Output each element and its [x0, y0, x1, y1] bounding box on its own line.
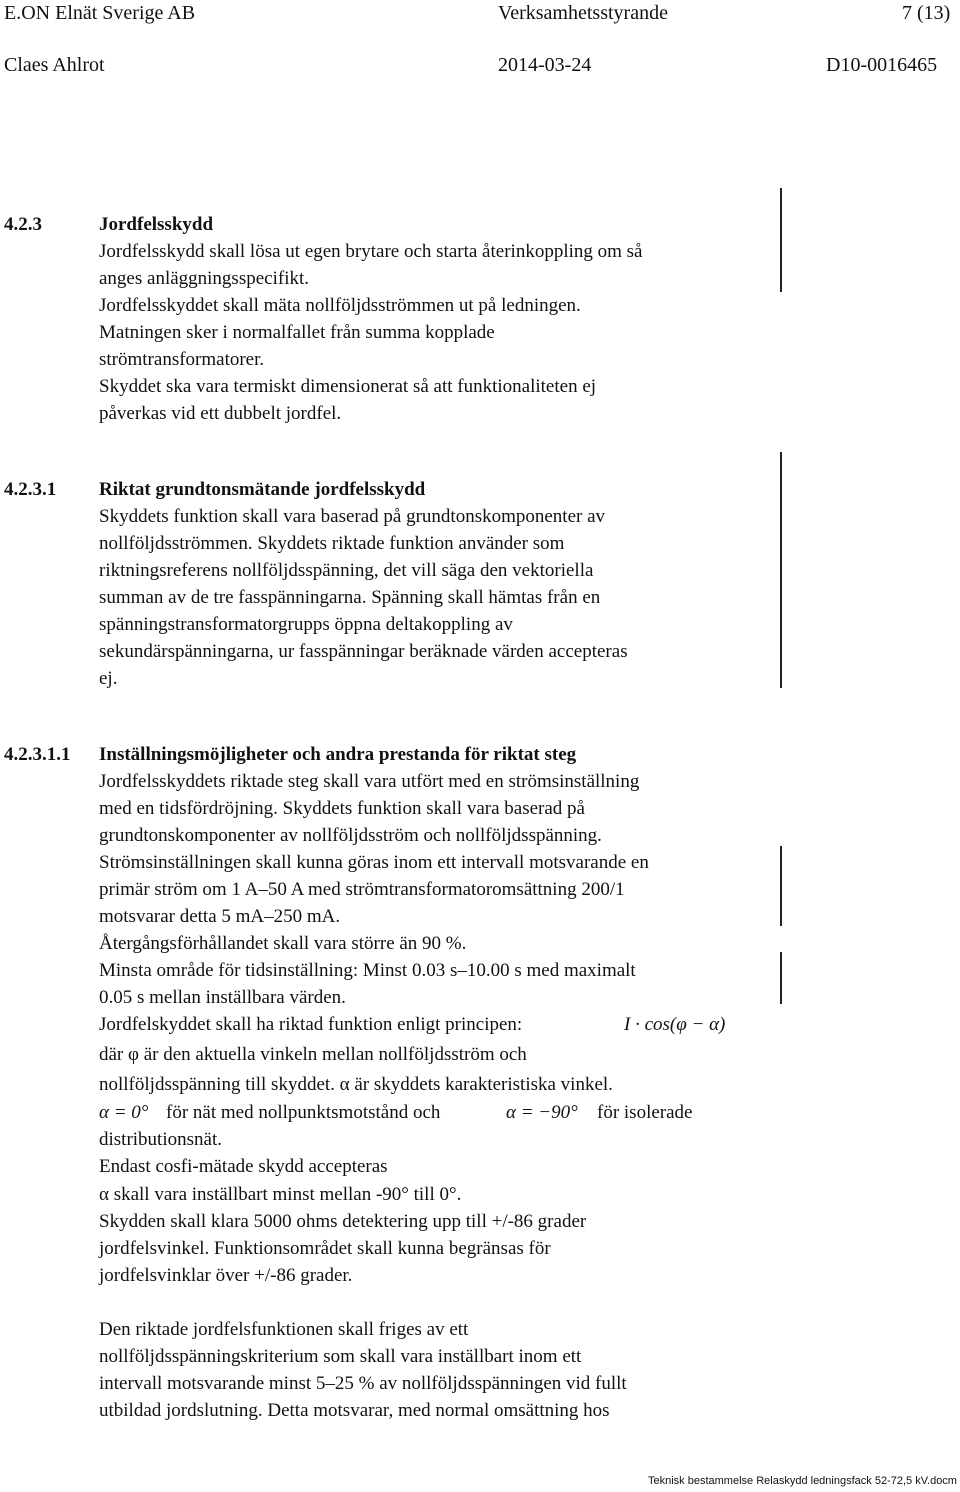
change-bar [780, 452, 782, 688]
paragraph-line: summan av de tre fasspänningarna. Spänning skall hämtas från en [99, 587, 601, 608]
principle-formula: I · cos(φ − α) [624, 1014, 726, 1035]
paragraph-line: anges anläggningsspecifikt. [99, 268, 310, 289]
paragraph-line: Den riktade jordfelsfunktionen skall friges av ett [99, 1319, 469, 1340]
paragraph-line: Strömsinställningen skall kunna göras inom ett intervall motsvarande en [99, 852, 649, 873]
paragraph-line: sekundärspänningarna, ur fasspänningar beräknade värden accepteras [99, 641, 628, 662]
header-department: Verksamhetsstyrande [498, 2, 668, 24]
principle-text: Jordfelskyddet skall ha riktad funktion enligt principen: [99, 1014, 523, 1035]
paragraph-line: utbildad jordslutning. Detta motsvarar, med normal omsättning hos [99, 1400, 610, 1421]
header-date: 2014-03-24 [498, 54, 592, 76]
paragraph-line: 0.05 s mellan inställbara värden. [99, 987, 346, 1008]
paragraph-line: jordfelsvinklar över +/-86 grader. [99, 1265, 353, 1286]
section-heading: Riktat grundtonsmätande jordfelsskydd [99, 479, 426, 500]
paragraph-line: påverkas vid ett dubbelt jordfel. [99, 403, 342, 424]
paragraph-line: med en tidsfördröjning. Skyddets funktion skall vara baserad på [99, 798, 585, 819]
paragraph-line: riktningsreferens nollföljdsspänning, det vill säga den vektoriella [99, 560, 594, 581]
paragraph-line: α skall vara inställbart minst mellan -90° till 0°. [99, 1184, 462, 1205]
paragraph-line: Endast cosfi-mätade skydd accepteras [99, 1156, 388, 1177]
paragraph-line: Återgångsförhållandet skall vara större än 90 %. [99, 933, 467, 954]
paragraph-line: strömtransformatorer. [99, 349, 265, 370]
paragraph-line: Skyddets funktion skall vara baserad på grundtonskomponenter av [99, 506, 606, 527]
paragraph-line: ej. [99, 668, 118, 689]
header-company: E.ON Elnät Sverige AB [4, 2, 196, 24]
paragraph-line: Skyddet ska vara termiskt dimensionerat så att funktionaliteten ej [99, 376, 597, 397]
change-bar [780, 188, 782, 292]
paragraph-line: Matningen sker i normalfallet från summa kopplade [99, 322, 495, 343]
paragraph-line: för nät med nollpunktsmotstånd och [166, 1102, 441, 1123]
paragraph-line: nollföljdsspänningskriterium som skall vara inställbart inom ett [99, 1346, 582, 1367]
paragraph-line: Jordfelsskydd skall lösa ut egen brytare och starta återinkoppling om så [99, 241, 643, 262]
paragraph-line: distributionsnät. [99, 1129, 222, 1150]
paragraph-line: Jordfelsskyddet skall mäta nollföljdsströmmen ut på ledningen. [99, 295, 581, 316]
section-number: 4.2.3 [4, 214, 42, 235]
paragraph-line: nollföljdsspänning till skyddet. α är skyddets karakteristiska vinkel. [99, 1074, 613, 1095]
alpha-minus-ninety-formula: α = −90° [506, 1102, 578, 1123]
paragraph-line: nollföljdsströmmen. Skyddets riktade funktion använder som [99, 533, 565, 554]
header-page-number: 7 (13) [902, 2, 951, 24]
paragraph-line: spänningstransformatorgrupps öppna deltakoppling av [99, 614, 513, 635]
paragraph-line: primär ström om 1 A–50 A med strömtransformatoromsättning 200/1 [99, 879, 625, 900]
header-author: Claes Ahlrot [4, 54, 105, 76]
paragraph-line: motsvarar detta 5 mA–250 mA. [99, 906, 341, 927]
paragraph-line: intervall motsvarande minst 5–25 % av nollföljdsspänningen vid fullt [99, 1373, 627, 1394]
footer-filename: Teknisk bestammelse Relaskydd ledningsfack 52-72,5 kV.docm [648, 1475, 957, 1487]
section-heading: Inställningsmöjligheter och andra prestanda för riktat steg [99, 744, 577, 765]
change-bar [780, 846, 782, 926]
paragraph-line: där φ är den aktuella vinkeln mellan nollföljdsström och [99, 1044, 527, 1065]
header-document-number: D10-0016465 [826, 54, 938, 76]
paragraph-line: grundtonskomponenter av nollföljdsström och nollföljdsspänning. [99, 825, 602, 846]
paragraph-line: Minsta område för tidsinställning: Minst 0.03 s–10.00 s med maximalt [99, 960, 636, 981]
section-heading: Jordfelsskydd [99, 214, 214, 235]
section-number: 4.2.3.1.1 [4, 744, 71, 765]
paragraph-line: för isolerade [597, 1102, 693, 1123]
paragraph-line: jordfelsvinkel. Funktionsområdet skall kunna begränsas för [99, 1238, 551, 1259]
alpha-zero-formula: α = 0° [99, 1102, 149, 1123]
section-number: 4.2.3.1 [4, 479, 57, 500]
change-bar [780, 952, 782, 1004]
paragraph-line: Skydden skall klara 5000 ohms detektering upp till +/-86 grader [99, 1211, 587, 1232]
paragraph-line: Jordfelsskyddets riktade steg skall vara utfört med en strömsinställning [99, 771, 640, 792]
